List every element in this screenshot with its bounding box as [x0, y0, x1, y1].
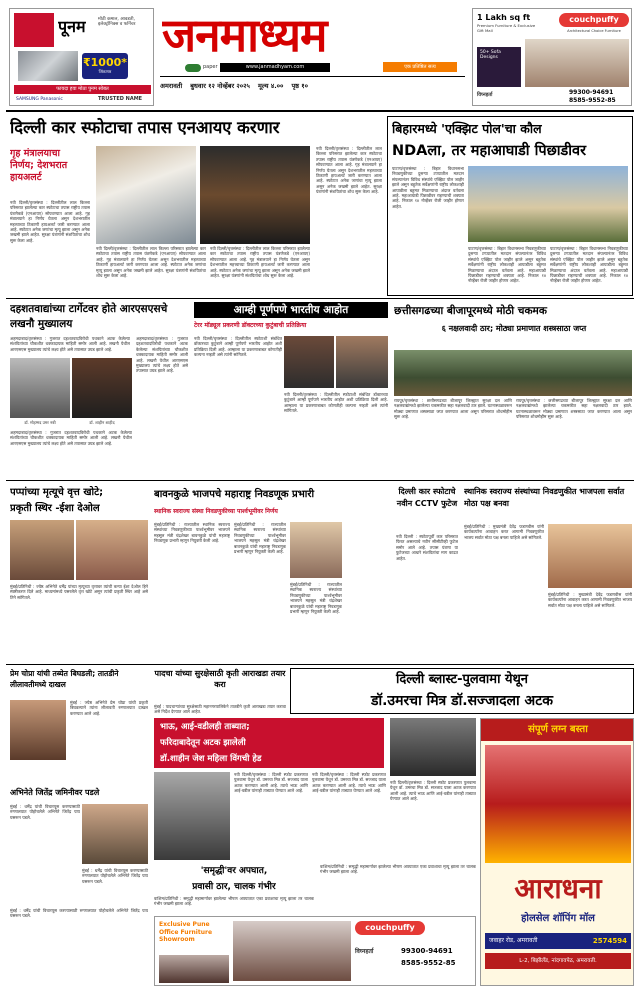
- jitendra-body-col2: मुंबई : धर्मेंद्र यांची विचारपूस करण्यासाठी रुग्णालयात पोहोचलेले अभिनेते जितेंद्र पाय घसरून पडले.: [82, 868, 148, 884]
- ad-bottom-chair-photo: [233, 921, 351, 981]
- samruddhi-headline-1: 'समृद्धी'वर अपघात,: [200, 866, 268, 876]
- dharmendra-photo-2: [76, 520, 148, 580]
- chh-photo: [394, 350, 632, 396]
- ad-bottom-place: विघ्नहर्ता: [355, 948, 374, 955]
- dateline-city: अमरावती: [160, 82, 183, 90]
- lead-sub-headline: गृह मंत्रालयाचा निर्णय; देशभरात हायअलर्ट: [10, 148, 68, 183]
- ad-couchpuffy-bottom[interactable]: [154, 916, 476, 986]
- kruti-body: मुंबई : पादचाऱ्यांच्या सुरक्षेसाठी महानगरपालिकेने तातडीने कृती आराखडा तयार करावा असे निर्देश देण्यात आले आहेत.: [154, 704, 286, 715]
- jitendra-body: मुंबई : धर्मेंद्र यांची विचारपूस करण्यासाठी रुग्णालयात पोहोचलेले अभिनेते जितेंद्र पाय घसरून पडले.: [10, 804, 80, 820]
- chh-headline: छत्तीसगढच्या बीजापूरमध्ये मोठी चकमक: [394, 305, 547, 317]
- ad-poonam-trusted: TRUSTED NAME: [98, 96, 143, 102]
- bawankule-body-col3: मुंबई/प्रतिनिधी : राज्यातील स्थानिक स्वराज्य संस्थांच्या निवडणुकीच्या पार्श्वभूमीवर भाजपने महसूल मंत्री चंद्रशेखर बावनकुळे यांची महाराष्ट्र निवडणूक प्रभारी म्हणून नियुक्ती केली आहे.: [290, 582, 342, 615]
- cctv-headline: दिल्ली कार स्फोटाचे नवीन CCTV फुटेज: [396, 487, 458, 508]
- bawankule-sub-headline: स्थानिक स्वराज्य संस्था निवडणुकीच्या पार्श्वभूमीवर निर्णय: [154, 508, 278, 515]
- bawankule-body-col2: मुंबई/प्रतिनिधी : राज्यातील स्थानिक स्वराज्य संस्थांच्या निवडणुकीच्या पार्श्वभूमीवर भाजपने महसूल मंत्री चंद्रशेखर बावनकुळे यांची महाराष्ट्र निवडणूक प्रभारी म्हणून नियुक्ती केली आहे.: [234, 522, 286, 555]
- ad-aaradhana-address2: L-2, बिझीलँड, नांदगावपेठ, अमरावती.: [519, 958, 597, 964]
- bihar-body-col2: पाटणा/वृत्तसंस्था : बिहार विधानसभा निवडणुकीच्या दुसऱ्या टप्प्यातील मतदान संपल्यानंतर विविध संस्थांचे एक्झिट पोल जाहीर झाले असून बहुतेक सर्वेक्षणांनी राष्ट्रीय लोकशाही आघाडीला बहुमत मिळण्याचा अंदाज वर्तवला आहे. महाआघाडी पिछाडीवर राहण्याची शक्यता आहे. निकाल १४ नोव्हेंबर रोजी जाहीर होणार आहेत.: [468, 246, 546, 284]
- ad-top-place: विघ्नहर्ता: [477, 92, 493, 98]
- lead-headline: दिल्ली कार स्फोटाचा तपास एनआयए करणार: [10, 118, 280, 137]
- chh-body-col2: रायपूर/वृत्तसंस्था : छत्तीसगढच्या बीजापूर जिल्ह्यात सुरक्षा दल आणि नक्षलवाद्यांमध्ये झालेल्या चकमकीत सहा नक्षलवादी ठार झाले. घटनास्थळावरून मोठ्या प्रमाणात शस्त्रसाठा जप्त करण्यात आला असून परिसरात शोधमोहीम सुरू आहे.: [516, 398, 632, 420]
- ad-bottom-line: Exclusive Pune Office Furniture Showroom: [159, 921, 213, 943]
- blast-headline-1: दिल्ली ब्लास्ट-पुलवामा येथून: [395, 672, 529, 687]
- samruddhi-body: वाशिम/प्रतिनिधी : समृद्धी महामार्गावर झालेल्या भीषण अपघातात एका प्रवाशाचा मृत्यू झाला तर चालक गंभीर जखमी झाला आहे.: [154, 896, 314, 907]
- blast-photo-2: [390, 718, 476, 776]
- ad-top-phone2[interactable]: 8585-9552-85: [569, 97, 616, 104]
- ad-top-headline: 1 Lakh sq ft: [477, 13, 531, 22]
- masthead-tagline: एक प्रतिष्ठित सत्य: [404, 64, 436, 70]
- ad-top-sub: Premium Furniture & Exclusive Gift Mall: [477, 23, 536, 33]
- dharmendra-headline-2: प्रकृती स्थिर -ईशा देओल: [10, 503, 100, 514]
- blast-bullet-3: डॉ.शाहीन जेश महिला विंगची हेड: [160, 754, 262, 764]
- bawankule-body: मुंबई/प्रतिनिधी : राज्यातील स्थानिक स्वराज्य संस्थांच्या निवडणुकीच्या पार्श्वभूमीवर भाजपने महसूल मंत्री चंद्रशेखर बावनकुळे यांची महाराष्ट्र निवडणूक प्रभारी म्हणून नियुक्ती केली आहे.: [154, 522, 230, 544]
- chh-body: रायपूर/वृत्तसंस्था : छत्तीसगढच्या बीजापूर जिल्ह्यात सुरक्षा दल आणि नक्षलवाद्यांमध्ये झालेल्या चकमकीत सहा नक्षलवादी ठार झाले. घटनास्थळावरून मोठ्या प्रमाणात शस्त्रसाठा जप्त करण्यात आला असून परिसरात शोधमोहीम सुरू आहे.: [394, 398, 512, 420]
- jitendra-photo: [82, 804, 148, 864]
- lead-body-col2: नवी दिल्ली/वृत्तसंस्था : दिल्लीतील लाल किल्ला परिसरात झालेल्या कार स्फोटाचा तपास राष्ट्रीय तपास यंत्रणेकडे (एनआयए) सोपवण्यात आला आहे. गृह मंत्रालयाने हा निर्णय घेतला असून देशभरातील महत्त्वाच्या ठिकाणी हायअलर्ट जारी करण्यात आला आहे. स्फोटात अनेक जणांचा मृत्यू झाला असून अनेक जखमी झाले आहेत. सुरक्षा यंत्रणांनी संशयितांचा शोध सुरू केला आहे.: [96, 246, 206, 279]
- ad-aaradhana-top: संपूर्ण लग्न बस्ता: [528, 724, 588, 735]
- blast-bullet-1: भाऊ, आई-वडीलही ताब्यात;: [160, 722, 250, 732]
- ad-top-brand: couchpuffy: [569, 15, 619, 24]
- ad-aaradhana-sub: होलसेल शॉपिंग मॉल: [521, 913, 595, 924]
- bhartiya-photo-2: [336, 336, 388, 388]
- ad-aaradhana[interactable]: [480, 718, 634, 986]
- local-body-body: मुंबई/प्रतिनिधी : मुख्यमंत्री देवेंद्र फडणवीस यांनी कार्यकर्त्यांना आवाहन करत आगामी निवडणुकीत भाजप सर्वात मोठा पक्ष बनला पाहिजे असे सांगितले.: [464, 524, 544, 540]
- blast-body-col2: नवी दिल्ली/वृत्तसंस्था : दिल्ली स्फोट प्रकरणात पुलवामा येथून डॉ. उमरचा मित्र डॉ. सज्जाद याला अटक करण्यात आली आहे. त्याचे भाऊ आणि आई-वडील यांनाही ताब्यात घेण्यात आले आहे.: [312, 772, 386, 794]
- local-body-photo: [548, 524, 632, 588]
- dateline-price: मूल्य ४.००: [257, 82, 284, 90]
- ad-poonam-sub: मोठी कमाल, आवडती, इलेक्ट्रॉनिक्स व फर्निचर: [98, 17, 136, 27]
- ad-bottom-sofa-photo: [159, 955, 229, 983]
- masthead-title: जनमाध्यम: [162, 8, 327, 62]
- prem-chopra-headline: प्रेम चोप्रा यांची तब्येत बिघडली; तातडीने लीलावतीमध्ये दाखल: [10, 669, 119, 689]
- ad-couchpuffy-top[interactable]: [472, 8, 632, 106]
- dateline-pages: पृष्ठ १०: [291, 82, 308, 90]
- prem-chopra-photo: [10, 700, 66, 760]
- blast-body: नवी दिल्ली/वृत्तसंस्था : दिल्ली स्फोट प्रकरणात पुलवामा येथून डॉ. उमरचा मित्र डॉ. सज्जाद याला अटक करण्यात आली आहे. त्याचे भाऊ आणि आई-वडील यांनाही ताब्यात घेण्यात आले आहे.: [234, 772, 308, 794]
- terror-caption-2: डॉ. शाहीन शाहीद: [89, 420, 115, 425]
- lead-photo-amit-shah: [96, 146, 196, 244]
- terror-body-bottom: अहमदाबाद/वृत्तसंस्था : गुजरात दहशतवादविरोधी पथकाने अटक केलेल्या संशयितांच्या चौकशीत धक्कादायक माहिती समोर आली आहे. लखनौ येथील आरएसएस मुख्यालय त्यांचे लक्ष्य होते असे तपासात उघड झाले आहे.: [10, 430, 132, 446]
- blast-bullet-2: फरिदाबादेतून अटक झालेली: [160, 738, 246, 748]
- lead-body-col3: नवी दिल्ली/वृत्तसंस्था : दिल्लीतील लाल किल्ला परिसरात झालेल्या कार स्फोटाचा तपास राष्ट्रीय तपास यंत्रणेकडे (एनआयए) सोपवण्यात आला आहे. गृह मंत्रालयाने हा निर्णय घेतला असून देशभरातील महत्त्वाच्या ठिकाणी हायअलर्ट जारी करण्यात आला आहे. स्फोटात अनेक जणांचा मृत्यू झाला असून अनेक जखमी झाले आहेत. सुरक्षा यंत्रणांनी संशयितांचा शोध सुरू केला आहे.: [210, 246, 310, 279]
- bawankule-headline: बावनकुळे भाजपचे महाराष्ट्र निवडणूक प्रभारी: [154, 489, 315, 500]
- ad-poonam[interactable]: [9, 8, 154, 106]
- terror-photo-2: [72, 358, 132, 418]
- epaper-label: paper: [203, 64, 218, 70]
- bhartiya-headline: आम्ही पूर्णपणे भारतीय आहोत: [233, 304, 349, 316]
- prem-chopra-body: मुंबई : ज्येष्ठ अभिनेते प्रेम चोप्रा यांची प्रकृती बिघडल्याने त्यांना लीलावती रुग्णालयात दाखल करण्यात आले आहे.: [70, 700, 148, 716]
- ad-poonam-offer: ₹1000*: [82, 56, 128, 69]
- bihar-body: पाटणा/वृत्तसंस्था : बिहार विधानसभा निवडणुकीच्या दुसऱ्या टप्प्यातील मतदान संपल्यानंतर विविध संस्थांचे एक्झिट पोल जाहीर झाले असून बहुतेक सर्वेक्षणांनी राष्ट्रीय लोकशाही आघाडीला बहुमत मिळण्याचा अंदाज वर्तवला आहे. महाआघाडी पिछाडीवर राहण्याची शक्यता आहे. निकाल १४ नोव्हेंबर रोजी जाहीर होणार आहेत.: [392, 166, 464, 209]
- local-body-headline: स्थानिक स्वराज्य संस्थांच्या निवडणुकीत भाजपला सर्वात मोठा पक्ष बनवा: [464, 487, 625, 508]
- blast-photo-1: [154, 772, 230, 860]
- ad-top-note: 50+ Sofa Designs: [480, 50, 501, 60]
- kruti-headline: पादचा यांच्या सुरक्षेसाठी कृती आराखडा तयार करा: [154, 669, 286, 689]
- jitendra-headline: अभिनेते जितेंद्र जमिनीवर पडले: [10, 788, 100, 797]
- ad-poonam-tagline: फायदा हवा मोठा पुनम सोबत: [56, 86, 109, 92]
- bihar-headline-1: बिहारमध्ये 'एक्झिट पोल'चा कौल: [392, 121, 542, 136]
- ad-poonam-brands: SAMSUNG Panasonic: [16, 97, 63, 102]
- ad-poonam-offer-note: जिंकणार: [98, 69, 112, 74]
- bhartiya-body-col2: नवी दिल्ली/वृत्तसंस्था : दिल्लीतील स्फोटाशी संबंधित डॉक्टरच्या कुटुंबाने आम्ही पूर्णपणे भारतीय आहोत अशी प्रतिक्रिया दिली आहे. आम्हाला या प्रकरणाबाबत कोणतीही कल्पना नव्हती असे त्यांनी सांगितले.: [284, 392, 388, 414]
- ad-aaradhana-address: जवाहर रोड, अमरावती: [489, 937, 538, 944]
- jitendra-body-bottom: मुंबई : धर्मेंद्र यांची विचारपूस करण्यासाठी रुग्णालयात पोहोचलेले अभिनेते जितेंद्र पाय घसरून पडले.: [10, 908, 148, 919]
- masthead-url[interactable]: www.janmadhyam.com: [245, 64, 305, 70]
- samruddhi-headline-2: प्रवासी ठार, चालक गंभीर: [192, 882, 276, 892]
- terror-caption-1: डॉ. मोहम्मद उमर नबी: [24, 420, 56, 425]
- terror-body: अहमदाबाद/वृत्तसंस्था : गुजरात दहशतवादविरोधी पथकाने अटक केलेल्या संशयितांच्या चौकशीत धक्कादायक माहिती समोर आली आहे. लखनौ येथील आरएसएस मुख्यालय त्यांचे लक्ष्य होते असे तपासात उघड झाले आहे.: [10, 336, 130, 352]
- bhartiya-body: नवी दिल्ली/वृत्तसंस्था : दिल्लीतील स्फोटाशी संबंधित डॉक्टरच्या कुटुंबाने आम्ही पूर्णपणे भारतीय आहोत अशी प्रतिक्रिया दिली आहे. आम्हाला या प्रकरणाबाबत कोणतीही कल्पना नव्हती असे त्यांनी सांगितले.: [194, 336, 282, 358]
- ad-bottom-phone2[interactable]: 8585-9552-85: [401, 959, 456, 967]
- ad-top-phone1[interactable]: 99300-94691: [569, 89, 614, 96]
- ad-poonam-photo: [18, 51, 78, 81]
- cctv-body: नवी दिल्ली : स्फोटापूर्वी कार परिसरात फिरत असल्याचे नवीन सीसीटीव्ही फुटेज समोर आले आहे. तपास यंत्रणा या फुटेजच्या आधारे संशयितांचा माग काढत आहेत.: [396, 534, 458, 561]
- dharmendra-photo-1: [10, 520, 74, 580]
- dharmendra-body: मुंबई/प्रतिनिधी : ज्येष्ठ अभिनेते धर्मेंद्र यांच्या मृत्यूच्या वृत्तावर त्यांची कन्या ईशा देओल हिने स्पष्टीकरण दिले आहे. माध्यमांमध्ये पसरलेले वृत्त खोटे असून त्यांची प्रकृती स्थिर आहे असे तिने सांगितले.: [10, 584, 148, 600]
- lead-body-col4: नवी दिल्ली/वृत्तसंस्था : दिल्लीतील लाल किल्ला परिसरात झालेल्या कार स्फोटाचा तपास राष्ट्रीय तपास यंत्रणेकडे (एनआयए) सोपवण्यात आला आहे. गृह मंत्रालयाने हा निर्णय घेतला असून देशभरातील महत्त्वाच्या ठिकाणी हायअलर्ट जारी करण्यात आला आहे. स्फोटात अनेक जणांचा मृत्यू झाला असून अनेक जखमी झाले आहेत. सुरक्षा यंत्रणांनी संशयितांचा शोध सुरू केला आहे.: [316, 146, 382, 195]
- ad-bottom-phone1[interactable]: 99300-94691: [401, 947, 453, 955]
- ad-top-brand-sub: Architectural Choice Furniture: [567, 29, 621, 33]
- chh-sub-headline: ६ नक्षलवादी ठार; मोठ्या प्रमाणात शस्त्रसाठा जप्त: [441, 324, 587, 333]
- terror-headline: दहशतवाद्यांच्या टार्गेटवर होते आरएसएसचे लखनौ मुख्यालय: [10, 303, 168, 330]
- ad-aaradhana-photo: [485, 745, 631, 863]
- bawankule-photo: [290, 522, 342, 578]
- dharmendra-headline-1: पप्पांच्या मृत्यूचे वृत्त खोटे;: [10, 487, 104, 498]
- lead-body: नवी दिल्ली/वृत्तसंस्था : दिल्लीतील लाल किल्ला परिसरात झालेल्या कार स्फोटाचा तपास राष्ट्रीय तपास यंत्रणेकडे (एनआयए) सोपवण्यात आला आहे. गृह मंत्रालयाने हा निर्णय घेतला असून देशभरातील महत्त्वाच्या ठिकाणी हायअलर्ट जारी करण्यात आला आहे. स्फोटात अनेक जणांचा मृत्यू झाला असून अनेक जखमी झाले आहेत. सुरक्षा यंत्रणांनी संशयितांचा शोध सुरू केला आहे.: [10, 200, 90, 243]
- ad-aaradhana-brand: आराधना: [514, 872, 602, 905]
- local-body-body-col2: मुंबई/प्रतिनिधी : मुख्यमंत्री देवेंद्र फडणवीस यांनी कार्यकर्त्यांना आवाहन करत आगामी निवडणुकीत भाजप सर्वात मोठा पक्ष बनला पाहिजे असे सांगितले.: [548, 592, 632, 608]
- ad-bottom-brand: couchpuffy: [365, 923, 415, 932]
- dateline-date: बुधवार १२ नोव्हेंबर २०२५: [190, 82, 250, 90]
- samruddhi-body-col2: वाशिम/प्रतिनिधी : समृद्धी महामार्गावर झालेल्या भीषण अपघातात एका प्रवाशाचा मृत्यू झाला तर चालक गंभीर जखमी झाला आहे.: [320, 864, 476, 875]
- ad-aaradhana-phone[interactable]: 2574594: [592, 937, 627, 945]
- bhartiya-sub-headline: टेरर मॉड्यूल प्रकरणी डॉक्टरच्या कुटुंबाची प्रतिक्रिया: [194, 322, 307, 329]
- ad-poonam-brand: पूनम: [58, 17, 86, 36]
- terror-photo-1: [10, 358, 70, 418]
- blast-body-col3: नवी दिल्ली/वृत्तसंस्था : दिल्ली स्फोट प्रकरणात पुलवामा येथून डॉ. उमरचा मित्र डॉ. सज्जाद याला अटक करण्यात आली आहे. त्याचे भाऊ आणि आई-वडील यांनाही ताब्यात घेण्यात आले आहे.: [390, 780, 476, 802]
- terror-body-col2: अहमदाबाद/वृत्तसंस्था : गुजरात दहशतवादविरोधी पथकाने अटक केलेल्या संशयितांच्या चौकशीत धक्कादायक माहिती समोर आली आहे. लखनौ येथील आरएसएस मुख्यालय त्यांचे लक्ष्य होते असे तपासात उघड झाले आहे.: [136, 336, 188, 374]
- bihar-body-col3: पाटणा/वृत्तसंस्था : बिहार विधानसभा निवडणुकीच्या दुसऱ्या टप्प्यातील मतदान संपल्यानंतर विविध संस्थांचे एक्झिट पोल जाहीर झाले असून बहुतेक सर्वेक्षणांनी राष्ट्रीय लोकशाही आघाडीला बहुमत मिळण्याचा अंदाज वर्तवला आहे. महाआघाडी पिछाडीवर राहण्याची शक्यता आहे. निकाल १४ नोव्हेंबर रोजी जाहीर होणार आहेत.: [550, 246, 628, 284]
- lead-photo-blast-scene: [200, 146, 310, 244]
- bihar-photo: [468, 166, 628, 242]
- blast-headline-2: डॉ.उमरचा मित्र डॉ.सज्जादला अटक: [370, 693, 554, 709]
- bihar-headline-2: NDAला, तर महाआघाडी पिछाडीवर: [392, 143, 587, 159]
- ad-top-sofa-photo: [525, 39, 629, 87]
- bhartiya-photo-1: [284, 336, 334, 388]
